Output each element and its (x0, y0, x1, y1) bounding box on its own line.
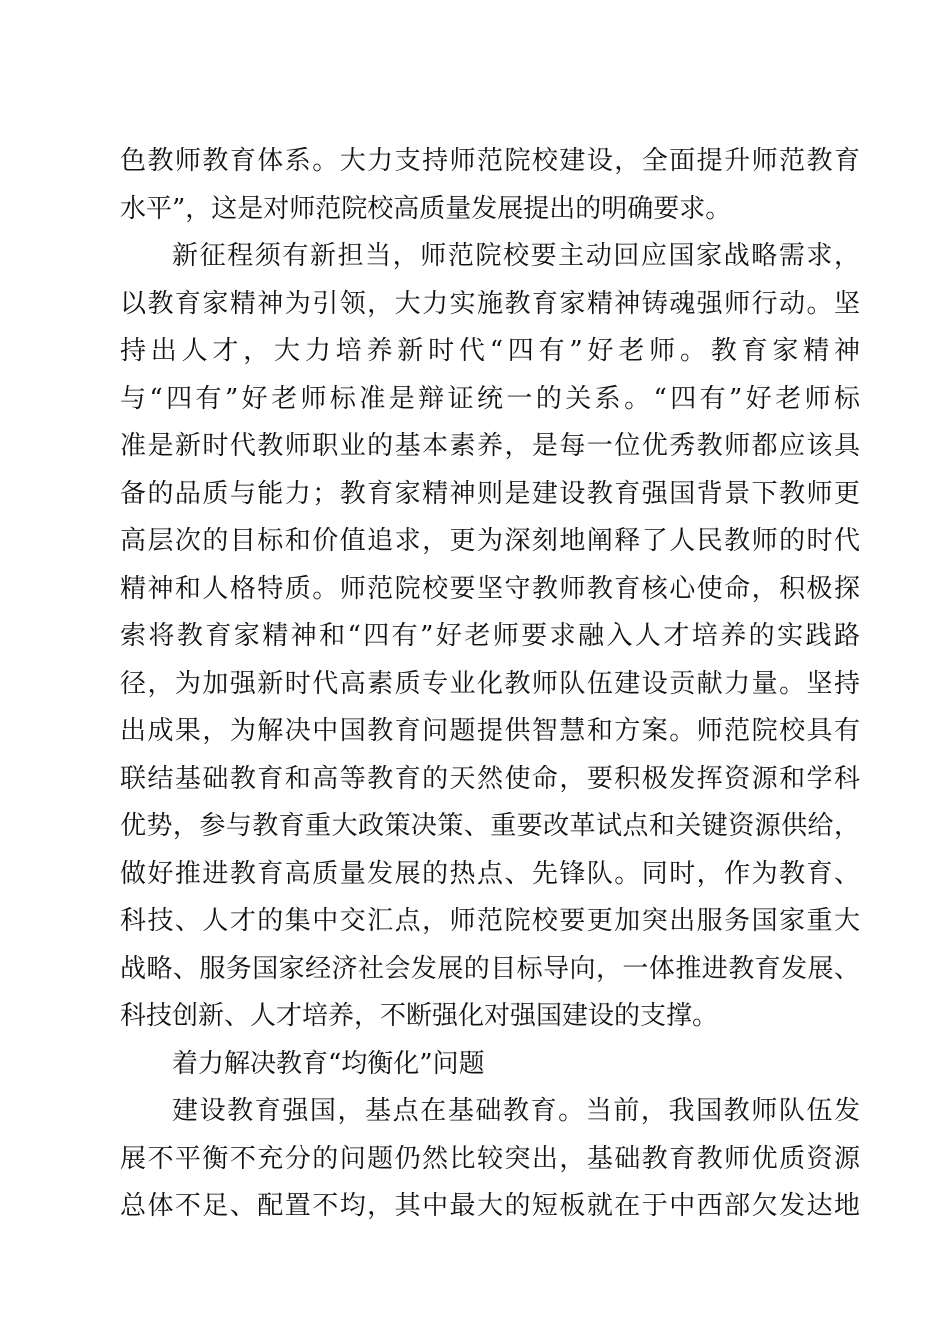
body-text (120, 138, 860, 1231)
text-line: 索将教育家精神和“四有”好老师要求融入人才培养的实践路 (120, 621, 860, 651)
text-line: 与“四有”好老师标准是辩证统一的关系。“四有”好老师标 (120, 383, 860, 414)
paragraph-first-line: 新征程须有新担当，师范院校要主动回应国家战略需求， (172, 241, 860, 271)
text-line: 色教师教育体系。大力支持师范院校建设，全面提升师范教育 (120, 146, 860, 176)
paragraph-first-line: 着力解决教育“均衡化”问题 (172, 1048, 485, 1079)
text-line: 径，为加强新时代高素质专业化教师队伍建设贡献力量。坚持 (120, 668, 860, 699)
text-line: 联结基础教育和高等教育的天然使命，要积极发挥资源和学科 (120, 763, 860, 794)
text-line: 出成果，为解决中国教育问题提供智慧和方案。师范院校具有 (120, 716, 860, 746)
text-line: 总体不足、配置不均，其中最大的短板就在于中西部欠发达地 (120, 1191, 860, 1221)
text-line: 科技、人才的集中交汇点，师范院校要更加突出服务国家重大 (120, 906, 860, 936)
text-line: 水平”，这是对师范院校高质量发展提出的明确要求。 (120, 193, 732, 224)
text-line: 做好推进教育高质量发展的热点、先锋队。同时，作为教育、 (120, 858, 860, 889)
text-line: 展不平衡不充分的问题仍然比较突出，基础教育教师优质资源 (120, 1143, 860, 1174)
text-line: 优势，参与教育重大政策决策、重要改革试点和关键资源供给， (120, 811, 860, 841)
text-line: 科技创新、人才培养，不断强化对强国建设的支撑。 (120, 1001, 719, 1031)
text-line: 持出人才，大力培养新时代“四有”好老师。教育家精神 (120, 336, 860, 366)
text-line: 战略、服务国家经济社会发展的目标导向，一体推进教育发展、 (120, 953, 860, 984)
text-line: 准是新时代教师职业的基本素养，是每一位优秀教师都应该具 (120, 431, 860, 461)
paragraph-first-line: 建设教育强国，基点在基础教育。当前，我国教师队伍发 (172, 1096, 860, 1126)
text-line: 精神和人格特质。师范院校要坚守教师教育核心使命，积极探 (120, 573, 860, 604)
text-line: 备的品质与能力；教育家精神则是建设教育强国背景下教师更 (120, 478, 860, 509)
text-line: 以教育家精神为引领，大力实施教育家精神铸魂强师行动。坚 (120, 288, 860, 319)
text-line: 高层次的目标和价值追求，更为深刻地阐释了人民教师的时代 (120, 526, 860, 556)
